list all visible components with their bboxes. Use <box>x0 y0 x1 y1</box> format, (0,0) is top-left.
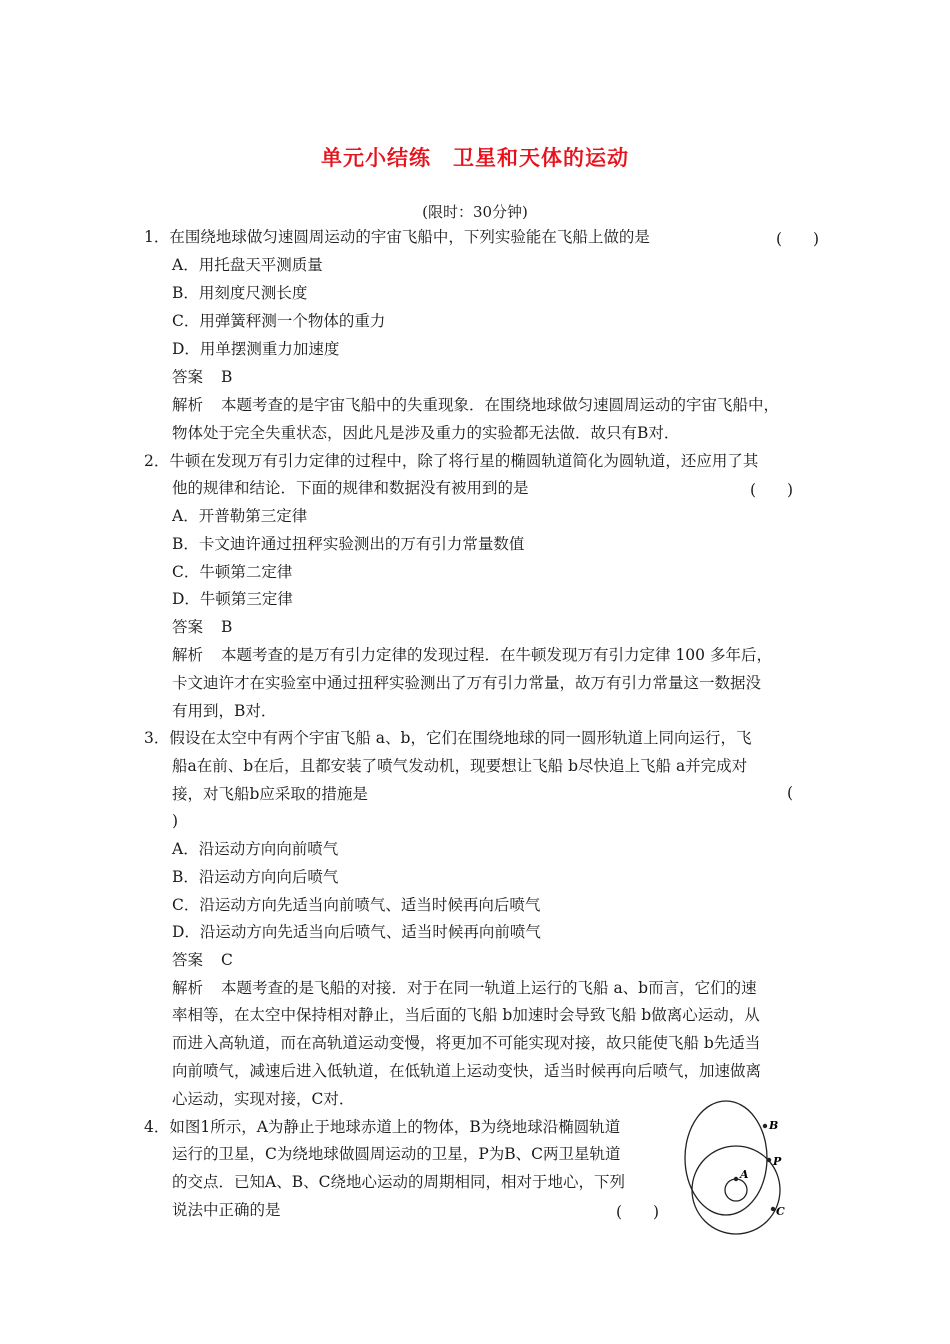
orbit-diagram <box>680 1098 800 1238</box>
time-limit: (限时：30分钟) <box>422 203 528 221</box>
q4-stem-line-4: 说法中正确的是 <box>172 1201 281 1219</box>
q3-analysis-line-2: 率相等，在太空中保持相对静止，当后面的飞船 b加速时会导致飞船 b做离心运动，从 <box>172 1006 760 1024</box>
q2-option-b: B．卡文迪许通过扭秤实验测出的万有引力常量数值 <box>172 535 525 553</box>
q2-stem-line-2: 他的规律和结论．下面的规律和数据没有被用到的是 <box>172 479 529 497</box>
label-p: P <box>773 1155 782 1168</box>
q3-stem-line-3: 接，对飞船b应采取的措施是 <box>172 785 368 803</box>
label-c: C <box>776 1205 785 1218</box>
q1-option-a: A．用托盘天平测质量 <box>172 256 323 274</box>
q3-analysis-line-1 <box>172 978 757 998</box>
q4-stem-line-2: 运行的卫星，C为绕地球做圆周运动的卫星，P为B、C两卫星轨道 <box>172 1145 621 1163</box>
analysis-text: 本题考查的是万有引力定律的发现过程．在牛顿发现万有引力定律 100 多年后， <box>221 646 772 664</box>
q1-answer-paren: ( ) <box>776 230 820 248</box>
q3-stem-line-1: 3．假设在太空中有两个宇宙飞船 a、b，它们在围绕地球的同一圆形轨道上同向运行，飞 <box>144 729 752 747</box>
analysis-text: 本题考查的是宇宙飞船中的失重现象．在围绕地球做匀速圆周运动的宇宙飞船中， <box>221 396 780 414</box>
answer-value: B <box>221 368 233 386</box>
answer-label: 答案 <box>172 951 204 969</box>
page-title: 单元小结练 卫星和天体的运动 <box>321 146 629 170</box>
q3-option-c: C．沿运动方向先适当向前喷气、适当时候再向后喷气 <box>172 896 541 914</box>
q4-stem-line-1: 4．如图1所示，A为静止于地球赤道上的物体，B为绕地球沿椭圆轨道 <box>144 1118 621 1136</box>
q3-analysis-line-5: 心运动，实现对接，C对． <box>172 1090 355 1108</box>
q3-analysis-line-3: 而进入高轨道，而在高轨道运动变慢，将更加不可能实现对接，故只能使飞船 b先适当 <box>172 1034 761 1052</box>
q1-analysis-line-2: 物体处于完全失重状态，因此凡是涉及重力的实验都无法做．故只有B对． <box>172 424 680 442</box>
q2-stem-line-1: 2．牛顿在发现万有引力定律的过程中，除了将行星的椭圆轨道简化为圆轨道，还应用了其 <box>144 452 759 470</box>
q1-option-b: B．用刻度尺测长度 <box>172 284 308 302</box>
q3-answer-paren-open: ( <box>787 784 794 802</box>
analysis-label: 解析 <box>172 646 204 664</box>
q3-answer-paren-close: ) <box>172 812 179 830</box>
point-p <box>767 1158 771 1162</box>
q1-answer <box>172 367 232 387</box>
q3-stem-line-2: 船a在前、b在后，且都安装了喷气发动机，现要想让飞船 b尽快追上飞船 a并完成对 <box>172 757 748 775</box>
q1-option-c: C．用弹簧秤测一个物体的重力 <box>172 312 386 330</box>
circular-orbit-c <box>692 1146 780 1234</box>
q4-stem-line-3: 的交点．已知A、B、C绕地心运动的周期相同，相对于地心，下列 <box>172 1173 625 1191</box>
q2-answer <box>172 617 232 637</box>
q3-option-d: D．沿运动方向先适当向后喷气、适当时候再向前喷气 <box>172 923 541 941</box>
elliptical-orbit-b <box>685 1101 767 1215</box>
q3-analysis-line-4: 向前喷气，减速后进入低轨道，在低轨道上运动变快，适当时候再向后喷气，加速做离 <box>172 1062 762 1080</box>
answer-label: 答案 <box>172 618 204 636</box>
earth-circle <box>725 1179 747 1201</box>
answer-value: B <box>221 618 233 636</box>
analysis-label: 解析 <box>172 396 204 414</box>
q2-option-d: D．牛顿第三定律 <box>172 590 293 608</box>
q2-analysis-line-2: 卡文迪许才在实验室中通过扭秤实验测出了万有引力常量，故万有引力常量这一数据没 <box>172 674 762 692</box>
q1-option-d: D．用单摆测重力加速度 <box>172 340 340 358</box>
analysis-label: 解析 <box>172 979 204 997</box>
q2-option-c: C．牛顿第二定律 <box>172 563 293 581</box>
q3-answer <box>172 950 233 970</box>
q2-analysis-line-1 <box>172 645 772 665</box>
label-b: B <box>769 1119 779 1132</box>
answer-value: C <box>221 951 233 969</box>
q1-analysis-line-1 <box>172 395 779 415</box>
q1-stem: 1．在围绕地球做匀速圆周运动的宇宙飞船中，下列实验能在飞船上做的是 <box>144 228 650 246</box>
answer-label: 答案 <box>172 368 204 386</box>
q4-answer-paren: ( ) <box>616 1203 660 1221</box>
analysis-text: 本题考查的是飞船的对接．对于在同一轨道上运行的飞船 a、b而言，它们的速 <box>221 979 757 997</box>
q2-answer-paren: ( ) <box>750 481 794 499</box>
q3-option-b: B．沿运动方向向后喷气 <box>172 868 339 886</box>
point-b <box>763 1124 767 1128</box>
q3-option-a: A．沿运动方向向前喷气 <box>172 840 339 858</box>
point-c <box>771 1207 775 1211</box>
label-a: A <box>740 1168 749 1181</box>
q2-option-a: A．开普勒第三定律 <box>172 507 308 525</box>
point-a <box>734 1177 738 1181</box>
q2-analysis-line-3: 有用到，B对． <box>172 702 277 720</box>
